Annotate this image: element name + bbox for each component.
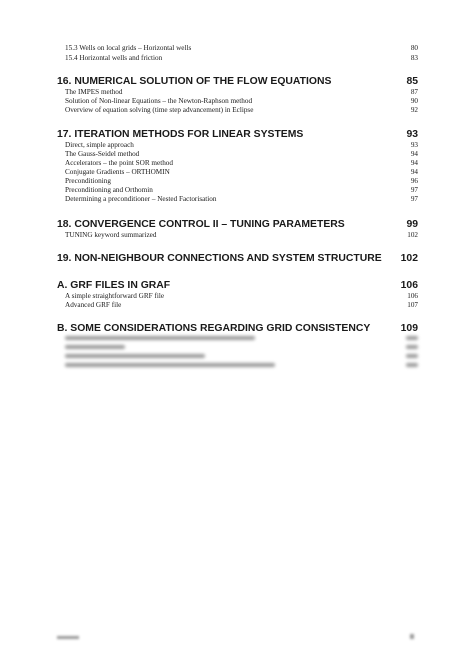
section-page: 106: [400, 280, 418, 291]
blurred-toc-entry: [65, 363, 418, 367]
section-page: 85: [406, 76, 418, 87]
toc-section-heading[interactable]: [57, 76, 418, 88]
toc-entry[interactable]: [65, 97, 418, 106]
toc-entry[interactable]: [65, 150, 418, 159]
section-page: 93: [406, 129, 418, 140]
toc-entry-page: 94: [410, 150, 418, 158]
toc-entry-page: 94: [410, 168, 418, 176]
toc-section-heading[interactable]: [57, 219, 418, 231]
toc-entry-title: Advanced GRF file: [65, 301, 122, 309]
section-page: 109: [400, 323, 418, 334]
toc-entry-page: 92: [410, 106, 418, 114]
toc-entry[interactable]: [65, 195, 418, 204]
blurred-toc-entry: [65, 345, 418, 349]
toc-entry-page: 106: [407, 292, 418, 300]
section-title: B. SOME CONSIDERATIONS REGARDING GRID CONSISTENCY: [57, 323, 371, 334]
toc-section-heading[interactable]: [57, 253, 418, 265]
toc-entry[interactable]: [65, 159, 418, 168]
toc-entry-title: Direct, simple approach: [65, 141, 134, 149]
toc-section-heading[interactable]: [57, 129, 418, 141]
toc-entry[interactable]: [65, 54, 418, 63]
toc-entry-title: Preconditioning and Orthomin: [65, 186, 153, 194]
toc-entry-page: 87: [410, 88, 418, 96]
toc-entry[interactable]: [65, 88, 418, 97]
toc-entry[interactable]: [65, 168, 418, 177]
toc-entry[interactable]: [65, 231, 418, 240]
toc-entry-title: Determining a preconditioner – Nested Factorisation: [65, 195, 217, 203]
toc-entry[interactable]: [65, 106, 418, 115]
section-title: A. GRF FILES IN GRAF: [57, 280, 171, 291]
toc-entry-title: 15.4 Horizontal wells and friction: [65, 54, 163, 62]
toc-entry-title: TUNING keyword summarized: [65, 231, 157, 239]
toc-entry-title: Conjugate Gradients – ORTHOMIN: [65, 168, 170, 176]
toc-entry-title: Accelerators – the point SOR method: [65, 159, 173, 167]
section-title: 17. ITERATION METHODS FOR LINEAR SYSTEMS: [57, 129, 304, 140]
toc-entry-title: The Gauss-Seidel method: [65, 150, 140, 158]
toc-entry-title: A simple straightforward GRF file: [65, 292, 165, 300]
toc-entry-page: 97: [410, 195, 418, 203]
toc-entry-title: Overview of equation solving (time step advancement) in Eclipse: [65, 106, 254, 114]
footer-date-blurred: [57, 635, 79, 641]
toc-entry-page: 93: [410, 141, 418, 149]
footer-page-blurred: [410, 633, 414, 641]
toc-entry[interactable]: [65, 44, 418, 53]
toc-entry-title: Preconditioning: [65, 177, 111, 185]
toc-entry-page: 94: [410, 159, 418, 167]
toc-entry-title: Solution of Non-linear Equations – the Newton-Raphson method: [65, 97, 253, 105]
toc-entry-page: 83: [410, 54, 418, 62]
toc-entry-page: 96: [410, 177, 418, 185]
toc-entry-page: 80: [410, 44, 418, 52]
toc-entry-title: 15.3 Wells on local grids – Horizontal wells: [65, 44, 192, 52]
toc-entry-page: 107: [407, 301, 418, 309]
toc-entry[interactable]: [65, 186, 418, 195]
toc-section-heading[interactable]: [57, 323, 418, 335]
section-page: 99: [406, 219, 418, 230]
toc-entry[interactable]: [65, 301, 418, 310]
blurred-toc-entry: [65, 354, 418, 358]
toc-entry[interactable]: [65, 177, 418, 186]
toc-entry-title: The IMPES method: [65, 88, 123, 96]
blurred-toc-entry: [65, 336, 418, 340]
section-title: 16. NUMERICAL SOLUTION OF THE FLOW EQUATIONS: [57, 76, 332, 87]
toc-entry[interactable]: [65, 141, 418, 150]
section-title: 18. CONVERGENCE CONTROL II – TUNING PARAMETERS: [57, 219, 345, 230]
toc-entry[interactable]: [65, 292, 418, 301]
toc-entry-page: 97: [410, 186, 418, 194]
toc-section-heading[interactable]: [57, 280, 418, 292]
section-title: 19. NON-NEIGHBOUR CONNECTIONS AND SYSTEM STRUCTURE: [57, 253, 382, 264]
toc-entry-page: 90: [410, 97, 418, 105]
section-page: 102: [400, 253, 418, 264]
toc-entry-page: 102: [407, 231, 418, 239]
